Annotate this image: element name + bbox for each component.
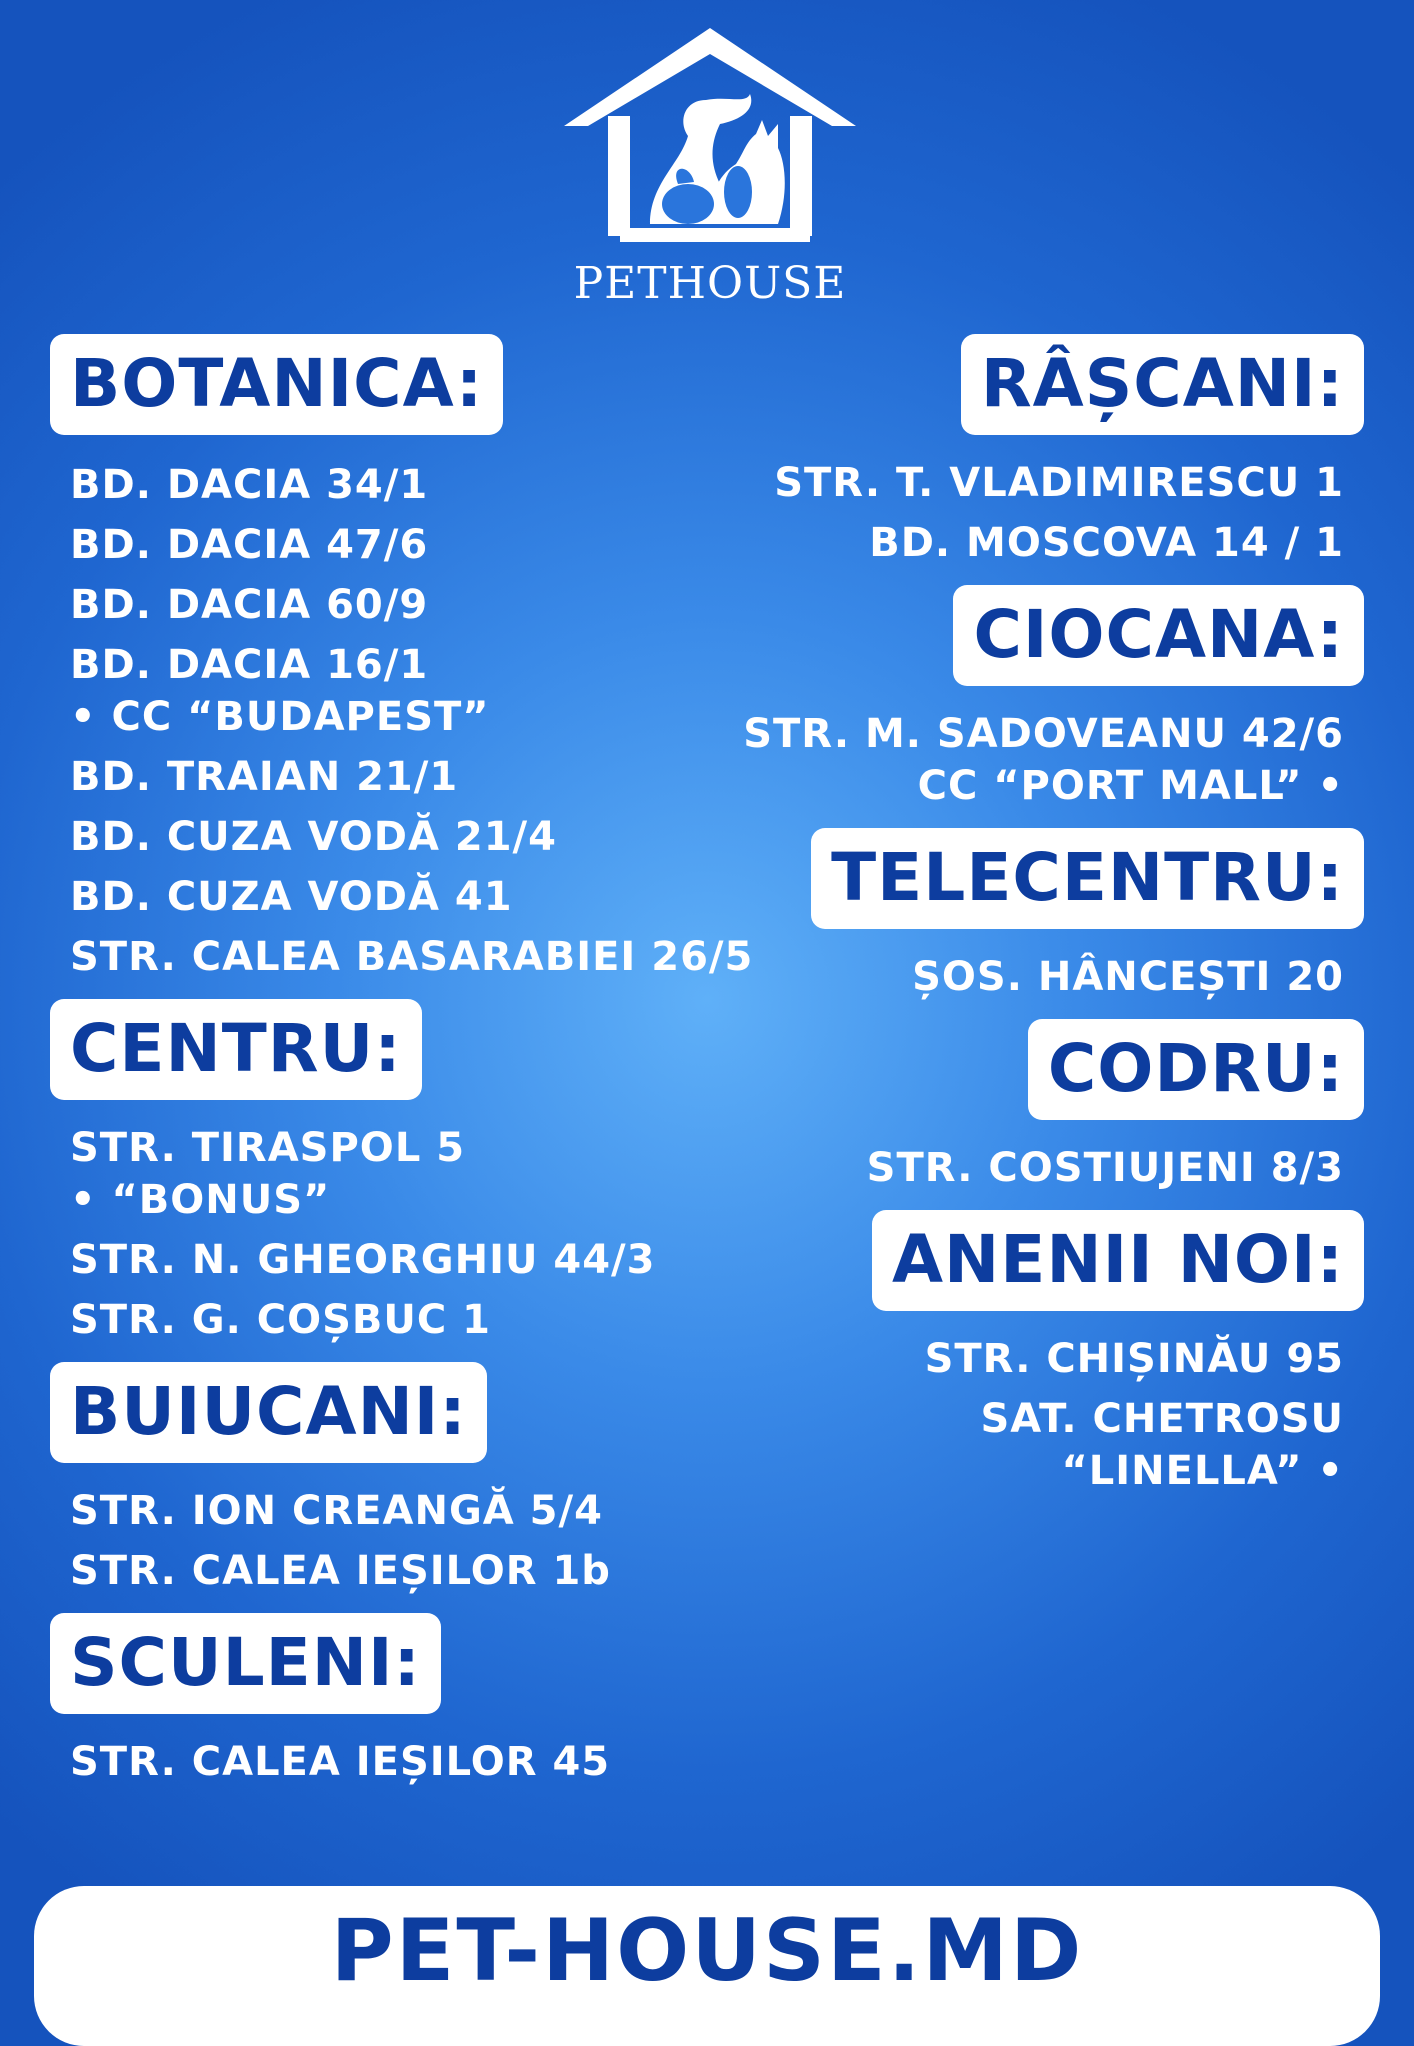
address: BD. DACIA 47/6 <box>70 522 429 568</box>
address-list <box>604 1145 1364 1191</box>
address: BD. CUZA VODĂ 21/4 <box>70 814 557 860</box>
address: STR. G. COȘBUC 1 <box>70 1297 491 1343</box>
address: STR. CHIȘINĂU 95 <box>924 1336 1344 1382</box>
district-label: RÂȘCANI: <box>961 334 1364 435</box>
address-line: STR. TIRASPOL 5 <box>70 1125 466 1171</box>
address-note: • “BONUS” <box>70 1177 331 1223</box>
address: ȘOS. HÂNCEȘTI 20 <box>912 954 1344 1000</box>
district-label: CIOCANA: <box>953 585 1364 686</box>
address-line: BD. DACIA 16/1 <box>70 642 429 688</box>
district-telecentru <box>604 828 1364 1000</box>
district-label: SCULENI: <box>50 1613 441 1714</box>
address-line: STR. M. SADOVEANU 42/6 <box>743 711 1344 757</box>
district-rascani <box>604 334 1364 566</box>
address: BD. MOSCOVA 14 / 1 <box>869 520 1344 566</box>
house-pets-icon <box>560 24 860 249</box>
address-list <box>604 1336 1364 1494</box>
address: STR. N. GHEORGHIU 44/3 <box>70 1237 656 1283</box>
address-note: CC “PORT MALL” • <box>917 763 1344 809</box>
website-link[interactable]: PET-HOUSE.MD <box>330 1901 1084 2001</box>
address: BD. CUZA VODĂ 41 <box>70 874 513 920</box>
district-label: CODRU: <box>1028 1019 1364 1120</box>
address: STR. CALEA BASARABIEI 26/5 <box>70 934 754 980</box>
website-banner[interactable] <box>34 1886 1380 2046</box>
address: STR. COSTIUJENI 8/3 <box>866 1145 1344 1191</box>
pethouse-logo <box>540 24 880 309</box>
district-label: CENTRU: <box>50 999 422 1100</box>
address: BD. DACIA 60/9 <box>70 582 429 628</box>
address-list <box>604 954 1364 1000</box>
address-list <box>50 1739 810 1785</box>
district-ciocana <box>604 585 1364 809</box>
address-note: “LINELLA” • <box>1061 1448 1344 1494</box>
address <box>624 1396 1344 1494</box>
district-label: BOTANICA: <box>50 334 503 435</box>
district-codru <box>604 1019 1364 1191</box>
address: BD. DACIA 34/1 <box>70 462 429 508</box>
district-sculeni <box>50 1613 810 1785</box>
district-anenii-noi <box>604 1210 1364 1494</box>
address: STR. ION CREANGĂ 5/4 <box>70 1488 603 1534</box>
logo-wordmark: PETHOUSE <box>573 258 847 309</box>
address-note: • CC “BUDAPEST” <box>70 694 490 740</box>
address-line: SAT. CHETROSU <box>980 1396 1344 1442</box>
district-label: ANENII NOI: <box>872 1210 1364 1311</box>
address: BD. TRAIAN 21/1 <box>70 754 459 800</box>
district-label: TELECENTRU: <box>811 828 1364 929</box>
address: STR. CALEA IEȘILOR 1b <box>70 1548 611 1594</box>
address: STR. T. VLADIMIRESCU 1 <box>774 460 1344 506</box>
right-column <box>604 334 1364 1513</box>
address <box>624 711 1344 809</box>
address-list <box>604 460 1364 566</box>
district-label: BUIUCANI: <box>50 1362 487 1463</box>
address: STR. CALEA IEȘILOR 45 <box>70 1739 611 1785</box>
address-list <box>604 711 1364 809</box>
